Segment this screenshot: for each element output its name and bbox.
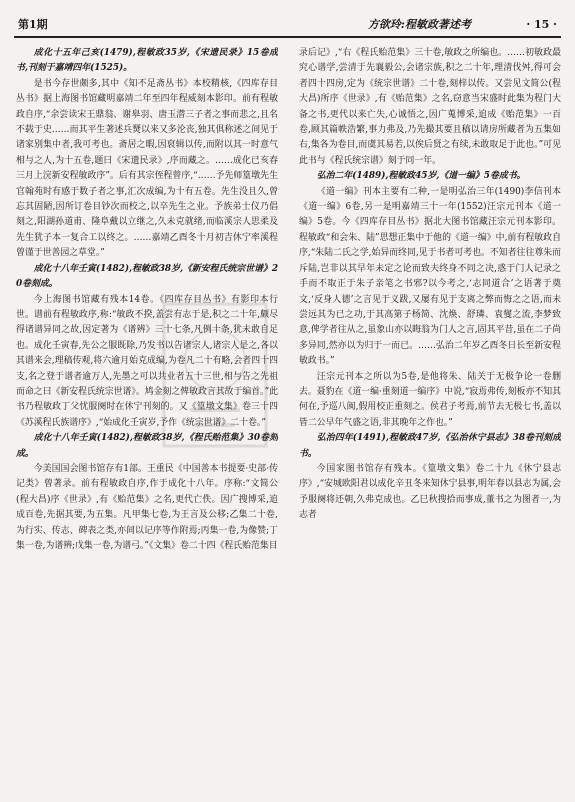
entry-heading: 成化十八年壬寅(1482),程敏政38岁,《程氏贻范集》30卷刻成。 [16,433,278,459]
body-paragraph: 今上海图书馆藏有残本14卷。《四库存目丛书》有影印本行世。谱前有程敏政序,称:“敏政不揆,盖尝有志于是,积之二十年,颇尽得诸谱异同之故,因定著为《谱辨》三十七条,凡例十条,犹未敢自足也。成化壬寅春,先公之服既除,乃发书以告诸宗人,诸宗人是之,各以其谱来会,理稿传观,将六逾月始克成编,为卷凡二十有略,会者四十四支,名之登于谱者逾万人,先墨之可以共业者五十三世,相与告之先祖而命之曰《新安程氏统宗世谱》。鸠金刻之俾敏政言其故于编首。”此书乃程敏政丁父忧服阕时在休宁刊刻的。又《篁墩文集》卷三十四《苏溪程氏族谱序》,“始成化壬寅岁,予作《统宗世谱》二十卷。” [16,294,278,428]
entry-heading: 弘治四年(1491),程敏政47岁,《弘治休宁县志》38卷刊刻成书。 [299,433,561,459]
running-title: 方欲玲:程敏政著述考 [367,18,471,31]
issue-label: 第1期 [18,18,48,31]
entry-heading: 弘治二年(1489),程敏政45岁,《道一编》5卷成书。 [316,171,526,182]
body-paragraph: 是书今存世颇多,其中《知不足斋丛书》本校精核,《四库存目丛书》据上海图书馆藏明嘉靖二年至四年程威刻本影印。前有程敏政自序,“余尝读宋王鼎翁、谢皋羽、唐玉潜三子者之事而悲之,且名不载于史……而其平生著述兵燹以来又多沦丧,独其俱称述之间见于诸家别集中者,我可考也。斋居之暇,因裒辑以传,而附以其一时意气相与之人,为十五卷,题曰《宋遗民录》,序而藏之。……成化已亥春三月上浣新安程敏政序”。后有其宗侄程曾序,“……予先师篁墩先生官翰苑时有感于数子者之事,汇次成编,为十有五卷。先生没且久,曾忘其固陋,因所订卷目钞次而校之,以卒先生之业。予族弟士仪乃倡刻之,阳湖孙道甫、隆阜戴以立继之,久未克就绪,而临溪宗人思柔及先生犹子本一复合工以终之。……嘉靖乙酉冬十月初吉休宁率溪程曾谨于世善园之草堂。” [16,78,278,259]
right-column [299,46,561,790]
body-paragraph: 录后记》,“右《程氏贻范集》三十卷,敏政之所编也。……初敏政最究心谱学,尝清于先襄毅公,会诸宗族,积之二十年,理清伐舛,得可会者四十四房,定为《统宗世谱》二十卷,刻梓以传。又尝见文简公(程大昌)所序《世录》,有《贻范集》之名,窃意当宋盛时此集为程门大备之书,更代以来亡失,心诚悟之,因广蒐博采,追成《贻范集》一百卷,顾其篇帙浩繁,事力弗及,乃先撮其要且稿以请房所藏者为五集如右,集各为卷目,而虞其易若,以俟后贤之有续,未敢取足于此也。”可见此书与《程氏统宗谱》刻于同一年。 [299,48,561,166]
entry-heading: 成化十五年己亥(1479),程敏政35岁,《宋遗民录》15卷成书,刊刻于嘉靖四年(1525)。 [16,48,278,74]
running-header [14,12,561,38]
body-paragraph: 今美国国会图书馆存有1部。王重民《中国善本书提要·史部·传记类》曾著录。前有程敏政自序,作于成化十八年。序称:“文简公(程大昌)序《世录》,有《贻范集》之名,更代亡佚。因广搜博采,追成百卷,先据其要,为五集。凡甲集七卷,为王言及公移;乙集二十卷,为行实、传志、碑表之类,亦间以记序等作附焉;丙集一卷,为像赞;丁集一卷,为谱辨;戊集一卷,为谱弓。”《文集》卷二十四《程氏贻范集目 [16,463,278,551]
body-paragraph: 《道一编》刊本主要有二种,一是明弘治三年(1490)李信刊本《道一编》6卷,另一是明嘉靖三十一年(1552)汪宗元刊本《道一编》5卷。今《四库存目丛书》据北大图书馆藏汪宗元刊本影印。程敏政“和会朱、陆”思想正集中于他的《道一编》中,前有程敏政自序,“朱陆二氏之学,始异而终同,见于书者可考也。不知者往往尊朱而斥陆,岂非以其早年未定之论而致夫终身不同之决,惑于门人记录之手而不取正于朱子亲笔之书邪?以今考之,‘志同道合’之语著于奠文,‘反身人德’之言见于义跋,又屡有见于支离之弊而悔之之语,而未尝远其为已之功,于其高第子杨简、沈焕、舒璘、袁燮之流,李梦致意,俾学者往从之,虽象山亦以晦翁为门人之言,固其平昔,虽在二子尚多异同,然亦以为归于一而已。……弘治二年岁乙酉冬日长至新安程敏政书。” [299,186,561,367]
body-paragraph: 汪宗元刊本之所以为5卷,是他将朱、陆关于无极争论一卷删去。聂豹在《道一编·重刻道一编序》中说,“寂焉弗传,刻板亦不知其何在,予巡八闽,假用校正重刻之。侯君子考焉,前节去无极七书,盖以皆二公早年气盛之语,非其晚年之作也。” [299,371,561,428]
body-paragraph: 今国家图书馆存有残本。《篁墩文集》卷二十九《休宁县志序》,“安城欧阳君以成化辛丑冬来知休宁县事,明年春以县志为属,会予服阕将还朝,久弗克成也。乙巳秋搜拾而事成,董书之为图者一,为志者 [299,463,561,521]
page-number: · 15 · [526,18,557,31]
left-column [16,46,278,790]
entry-heading: 成化十八年壬寅(1482),程敏政38岁,《新安程氏统宗世谱》20卷刻成。 [16,263,278,290]
